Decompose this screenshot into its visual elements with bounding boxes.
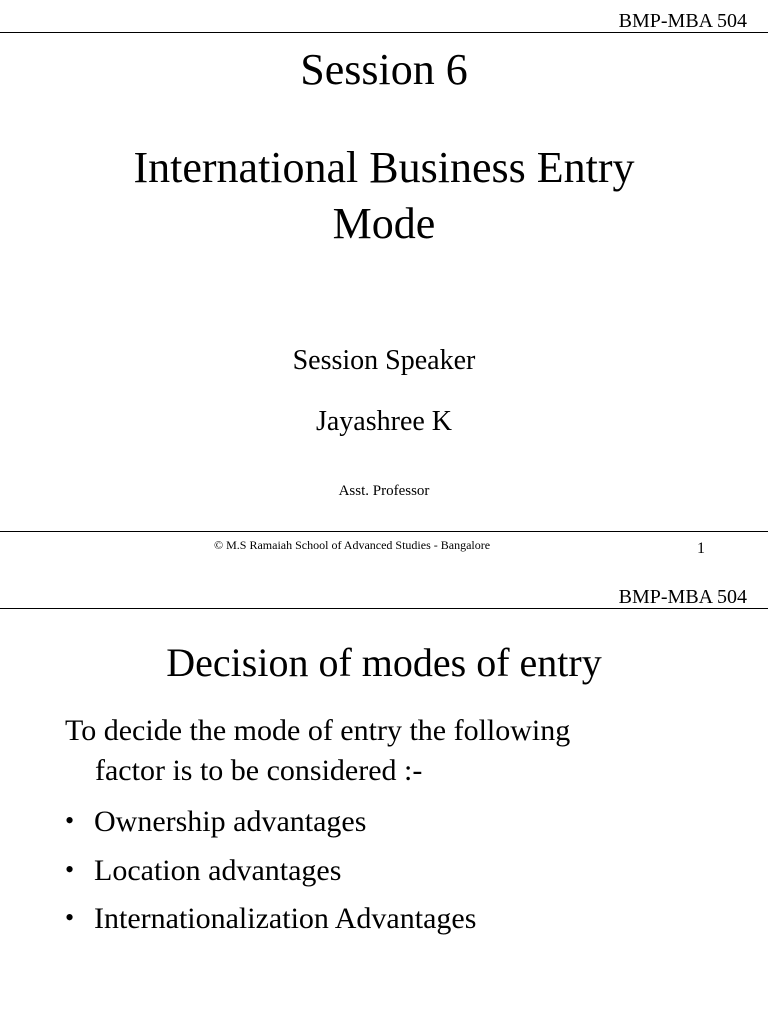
list-item [65, 851, 745, 900]
header-divider [0, 32, 768, 33]
intro-paragraph [65, 711, 705, 791]
session-title: Session 6 [300, 45, 468, 94]
list-item-text: Ownership advantages [94, 805, 367, 838]
bullet-icon: • [65, 854, 75, 884]
bullet-icon: • [65, 806, 75, 835]
footer-divider [0, 531, 768, 532]
copyright-notice: © M.S Ramaiah School of Advanced Studies - Bangalore [214, 538, 491, 552]
title-line-2: Mode [332, 199, 436, 248]
list-item [65, 899, 745, 948]
list-item-text: Location advantages [94, 853, 342, 887]
header-divider [0, 608, 768, 609]
speaker-name: Jayashree K [315, 406, 453, 437]
presentation-title [0, 140, 768, 252]
speaker-label: Session Speaker [292, 345, 476, 376]
page-number: 1 [697, 540, 705, 557]
list-item [65, 802, 745, 851]
course-code: BMP-MBA 504 [618, 586, 747, 608]
title-line-1: International Business Entry [133, 143, 635, 192]
intro-line-1: To decide the mode of entry the following [65, 714, 571, 747]
intro-line-2: factor is to be considered :- [95, 754, 423, 787]
bullet-icon: • [65, 903, 75, 932]
factor-list [65, 802, 745, 948]
speaker-role: Asst. Professor [338, 483, 430, 499]
slide-2 [0, 580, 768, 1024]
slide-title: Decision of modes of entry [166, 640, 602, 685]
course-code: BMP-MBA 504 [618, 10, 747, 32]
list-item-text: Internationalization Advantages [94, 902, 477, 935]
